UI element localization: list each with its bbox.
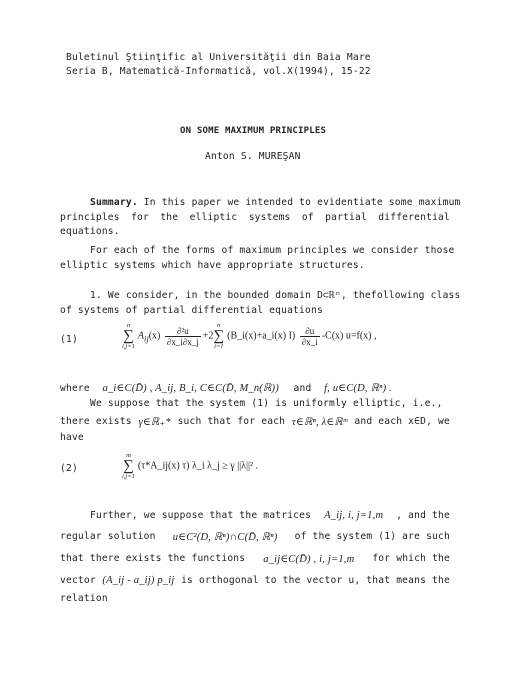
equation-2 [122,452,258,480]
further-part: is orthogonal to the vector u, that means the [181,575,450,586]
frac2-denominator: ∂x_i [301,336,318,347]
summary-line-1 [90,197,461,208]
sum2-lower: i=1 [214,343,224,350]
where-line [60,382,450,394]
summary-word: differential [378,212,450,223]
further-part: Further, we suppose that the matrices [90,510,312,521]
summary-word: elliptic [189,212,238,223]
further-line-4 [60,575,450,586]
summary-word: principles [60,212,120,223]
sum1-upper: n [126,322,131,329]
summary-text-1: In this paper we intended to evidentiate some maximum [143,197,461,208]
term-a-sub: ij [143,333,149,344]
vector-expression: (A_ij - a_ij) p_ij [102,575,175,586]
suppose-part: such that for each [177,416,286,427]
sum-symbol-3: m ∑ i,j=1 [122,452,135,480]
plus-two: +2 [202,330,214,342]
further-part: that there exists the functions [60,553,246,564]
suppose-line-1: We suppose that the system (1) is uniformly elliptic, i.e., [90,398,443,409]
suppose-line-3: have [60,432,84,443]
journal-line-1: Buletinul Ştiinţific al Universităţii din Baia Mare [66,52,371,63]
summary-line-2 [60,212,450,223]
equation-2-body: (τ*A_ij(x) τ) λ_i λ_j ≥ γ ||λ||² . [137,460,259,472]
suppose-part: there exists [60,416,132,427]
further-part: of the system (1) are such [294,531,450,542]
equation-1-number: (1) [60,334,78,345]
summary-word: of [301,212,314,223]
frac2-numerator: ∂u [300,326,320,337]
fraction-first-derivative [300,326,320,347]
sum3-upper: m [126,452,131,459]
summary-word: for [131,212,150,223]
suppose-part: and each x∈D, we [354,416,450,427]
further-line-3 [60,553,450,565]
sum-symbol-2: n ∑ i=1 [213,322,225,350]
summary-line-4: For each of the forms of maximum principles we consider those [90,245,455,256]
equation-1 [122,322,377,350]
term-a-arg: (x) [148,330,161,342]
equation-2-number: (2) [60,463,78,474]
summary-label: Summary. [90,197,138,208]
matrices-index: A_ij, i, j=1,m [324,510,384,521]
tau-lambda-condition: τ∈ℝⁿ, λ∈ℝᵐ [292,417,348,428]
equation-tail: -C(x) u=f(x) , [321,330,377,342]
frac1-denominator: ∂x_i∂x_j [166,336,199,347]
f-condition: f, u∈C(D, ℝⁿ) . [324,383,392,394]
where-conditions: a_i∈C(D̄) , A_ij, B_i, C∈C(D̄, M_n(ℝ)) [102,383,279,394]
section1-line-2: of systems of partial differential equations [60,305,323,316]
further-line-2 [60,531,450,543]
gamma-condition: γ∈ℝ₊* [138,417,171,428]
sum3-lower: i,j=1 [122,473,135,480]
further-part: for which the [372,553,450,564]
further-part: regular solution [60,531,156,542]
further-line-5: relation [60,593,108,604]
term-a: A [137,330,144,342]
sum2-upper: n [217,322,221,329]
further-line-1 [90,510,450,521]
journal-line-2: Seria B, Matematică-Informatică, vol.X(1994), 15-22 [66,66,371,77]
summary-word: the [160,212,179,223]
further-part: vector [60,575,96,586]
middle-term: (B_i(x)+a_i(x) I) [227,330,296,342]
functions-a-ij: a_ij∈C(D̄) , i, j=1,m [263,554,355,565]
solution-space: u∈C²(D, ℝⁿ)∩C(D̄, ℝⁿ) [172,532,278,543]
paper-author: Anton S. MUREŞAN [205,151,301,162]
sum-symbol-1: n ∑ i,j=1 [122,322,135,350]
summary-word: systems [248,212,291,223]
section1-line-1: 1. We consider, in the bounded domain D⊂ℝⁿ, thefollowing class [90,290,461,301]
further-part: , and the [396,510,450,521]
paper-title: ON SOME MAXIMUM PRINCIPLES [180,126,327,136]
summary-word: partial [325,212,367,223]
sum1-lower: i,j=1 [122,343,135,350]
suppose-line-2 [60,416,450,428]
frac1-numerator: ∂²u [165,326,201,337]
summary-line-3: equations. [60,226,120,237]
fraction-second-derivative [165,326,201,347]
and-word: and [293,383,312,394]
summary-line-5: elliptic systems which have appropriate structures. [60,260,365,271]
where-word: where [60,383,90,394]
